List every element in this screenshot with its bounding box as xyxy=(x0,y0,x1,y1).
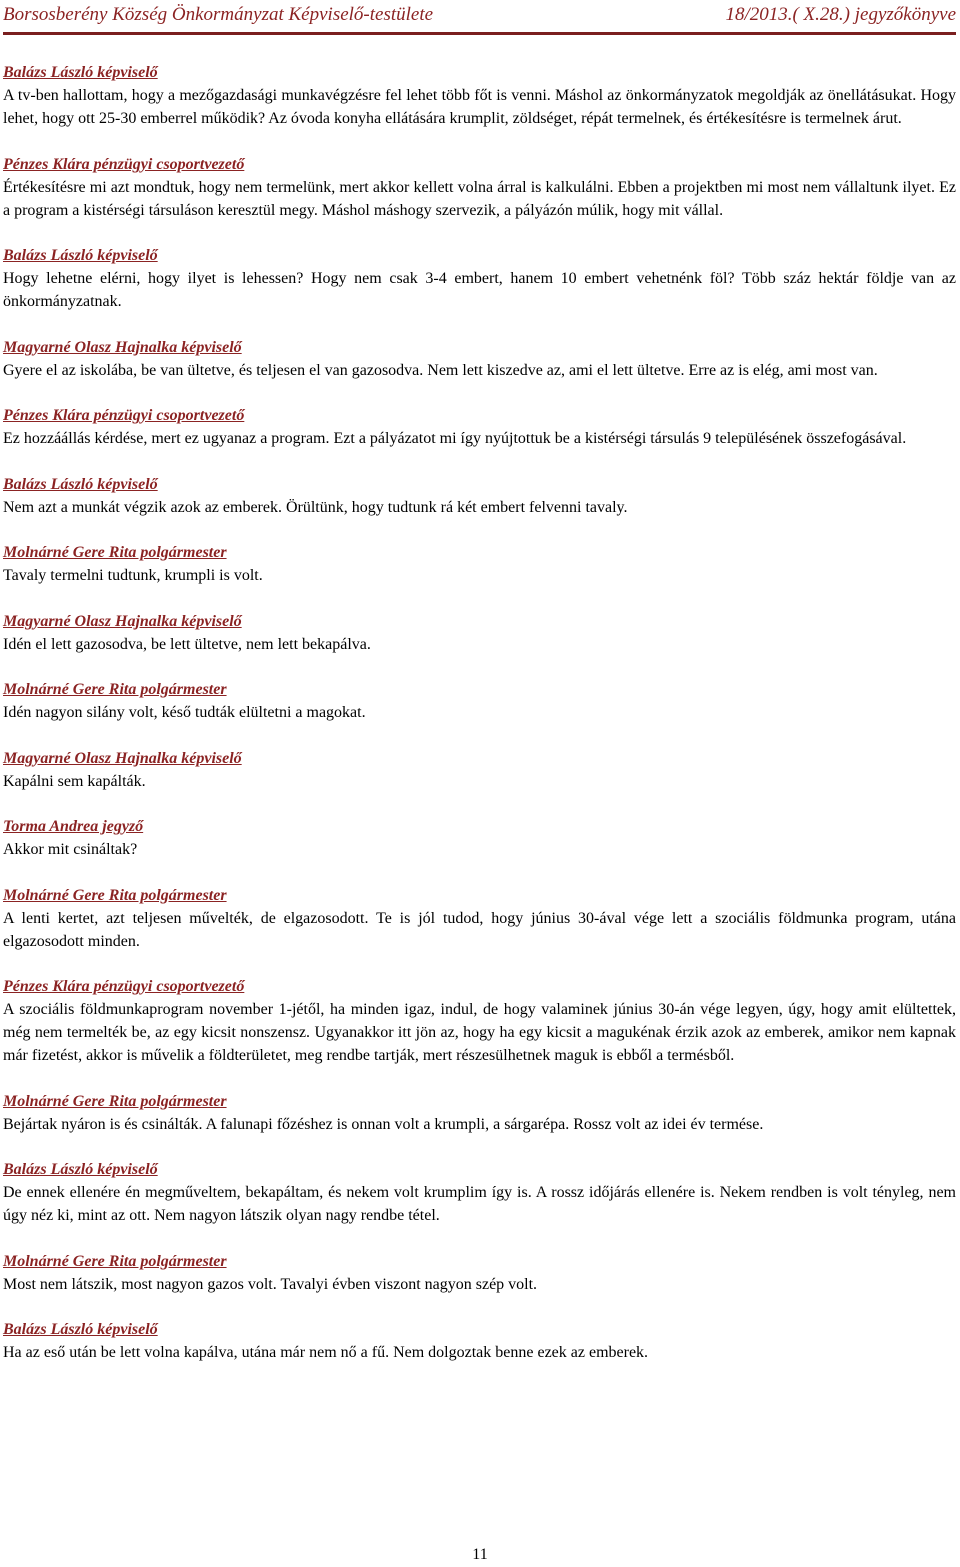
page-header xyxy=(3,0,956,35)
speaker-name: Magyarné Olasz Hajnalka képviselő xyxy=(3,749,242,767)
minutes-entry xyxy=(3,61,956,130)
speaker-name: Pénzes Klára pénzügyi csoportvezető xyxy=(3,155,245,173)
minutes-entry xyxy=(3,610,956,656)
speaker-name: Balázs László képviselő xyxy=(3,247,158,264)
speaker-name: Molnárné Gere Rita polgármester xyxy=(3,1252,227,1270)
minutes-entry xyxy=(3,336,956,382)
minutes-entry xyxy=(3,975,956,1067)
speaker-name: Molnárné Gere Rita polgármester xyxy=(3,886,227,904)
speech-text: Idén nagyon silány volt, késő tudták elültetni a magokat. xyxy=(3,704,366,721)
speaker-name: Molnárné Gere Rita polgármester xyxy=(3,544,227,561)
speaker-name: Pénzes Klára pénzügyi csoportvezető xyxy=(3,978,245,995)
speech-text: Gyere el az iskolába, be van ültetve, és teljesen el van gazosodva. Nem lett kiszedve az, ami el lett ültetve. Erre az is elég, ami most van. xyxy=(3,361,878,379)
minutes-entry xyxy=(3,1158,956,1227)
speaker-name: Balázs László képviselő xyxy=(3,1321,158,1338)
speech-text: Tavaly termelni tudtunk, krumpli is volt. xyxy=(3,567,263,584)
minutes-entry xyxy=(3,747,956,793)
speech-text: A szociális földmunkaprogram november 1-jétől, ha minden igaz, indul, de hogy valaminek június 30-án vége legyen, úgy, hogy amit elültettek, még nem termelték be, az egy kicsit nonszensz. Ugyanakkor itt jön az, hogy ha egy kicsit a magukénak érzik azok az emberek, amikor nem kapnak már fizetést, akkor is művelik a földterületet, meg rendbe tartják, mert részesülhetnek maguk is ebből a termésből. xyxy=(3,1001,956,1064)
minutes-entry xyxy=(3,473,956,519)
speech-text: Ez hozzáállás kérdése, mert ez ugyanaz a program. Ezt a pályázatot mi így nyújtottuk be a kistérségi társulás 9 településének összefogásával. xyxy=(3,430,907,447)
minutes-entry xyxy=(3,678,956,724)
header-title: Borsosberény Község Önkormányzat Képviselő-testülete xyxy=(3,4,434,25)
speaker-name: Balázs László képviselő xyxy=(3,475,158,493)
speech-text: Hogy lehetne elérni, hogy ilyet is lehessen? Hogy nem csak 3-4 embert, hanem 10 embert vehetnénk föl? Több száz hektár földje van az önkormányzatnak. xyxy=(3,270,956,310)
speaker-name: Magyarné Olasz Hajnalka képviselő xyxy=(3,612,242,630)
minutes-entry xyxy=(3,815,956,861)
speech-text: Most nem látszik, most nagyon gazos volt. Tavalyi évben viszont nagyon szép volt. xyxy=(3,1275,538,1293)
speech-text: Kapálni sem kapálták. xyxy=(3,772,146,790)
speaker-name: Torma Andrea jegyző xyxy=(3,818,144,835)
speech-text: De ennek ellenére én megműveltem, bekapáltam, és nekem volt krumplim így is. A rossz időjárás ellenére is. Nekem rendben is volt tényleg, nem úgy néz ki, mint az ott. Nem nagyon látszik olyan nagy rendbe tétel. xyxy=(3,1184,956,1224)
speech-text: Akkor mit csináltak? xyxy=(3,841,138,858)
speech-text: A lenti kertet, azt teljesen művelték, de elgazosodott. Te is jól tudod, hogy június 30-ával vége lett a szociális földmunka program, utána elgazosodott minden. xyxy=(3,909,956,950)
speech-text: Értékesítésre mi azt mondtuk, hogy nem termelünk, mert akkor kellett volna árral is kalkulálni. Ebben a projektben mi most nem vállaltunk ilyet. Ez a program a kistérségi társuláson keresztül megy. Máshol máshogy szervezik, a pályázón múlik, hogy mit vállal. xyxy=(3,178,956,219)
speaker-name: Molnárné Gere Rita polgármester xyxy=(3,681,227,698)
speaker-name: Magyarné Olasz Hajnalka képviselő xyxy=(3,338,242,356)
minutes-entry xyxy=(3,153,956,222)
minutes-entry xyxy=(3,404,956,450)
speech-text: A tv-ben hallottam, hogy a mezőgazdasági munkavégzésre fel lehet több főt is venni. Máshol az önkormányzatok megoldják az önellátásukat. Hogy lehet, hogy ott 25-30 emberrel működik? Az óvoda konyha ellátására krumplit, zöldséget, répát termelnek, és értékesítésre is termelnek árut. xyxy=(3,87,956,127)
speech-text: Ha az eső után be lett volna kapálva, utána már nem nő a fű. Nem dolgoztak benne ezek az emberek. xyxy=(3,1344,649,1361)
speech-text: Idén el lett gazosodva, be lett ültetve, nem lett bekapálva. xyxy=(3,635,371,653)
speaker-name: Molnárné Gere Rita polgármester xyxy=(3,1092,227,1110)
minutes-entry xyxy=(3,884,956,953)
minutes-body xyxy=(3,61,956,1387)
page-number: 11 xyxy=(472,1546,488,1563)
minutes-entry xyxy=(3,1318,956,1364)
speech-text: Nem azt a munkát végzik azok az emberek. Örültünk, hogy tudtunk rá két embert felvenni tavaly. xyxy=(3,498,628,516)
minutes-entry xyxy=(3,1090,956,1136)
header-document-ref: 18/2013.( X.28.) jegyzőkönyve xyxy=(725,4,956,25)
speaker-name: Balázs László képviselő xyxy=(3,64,158,81)
speech-text: Bejártak nyáron is és csinálták. A falunapi főzéshez is onnan volt a krumpli, a sárgarépa. Rossz volt az idei év termése. xyxy=(3,1115,764,1133)
speaker-name: Balázs László képviselő xyxy=(3,1161,158,1178)
minutes-entry xyxy=(3,541,956,587)
minutes-entry xyxy=(3,1250,956,1296)
minutes-entry xyxy=(3,244,956,313)
speaker-name: Pénzes Klára pénzügyi csoportvezető xyxy=(3,407,245,424)
